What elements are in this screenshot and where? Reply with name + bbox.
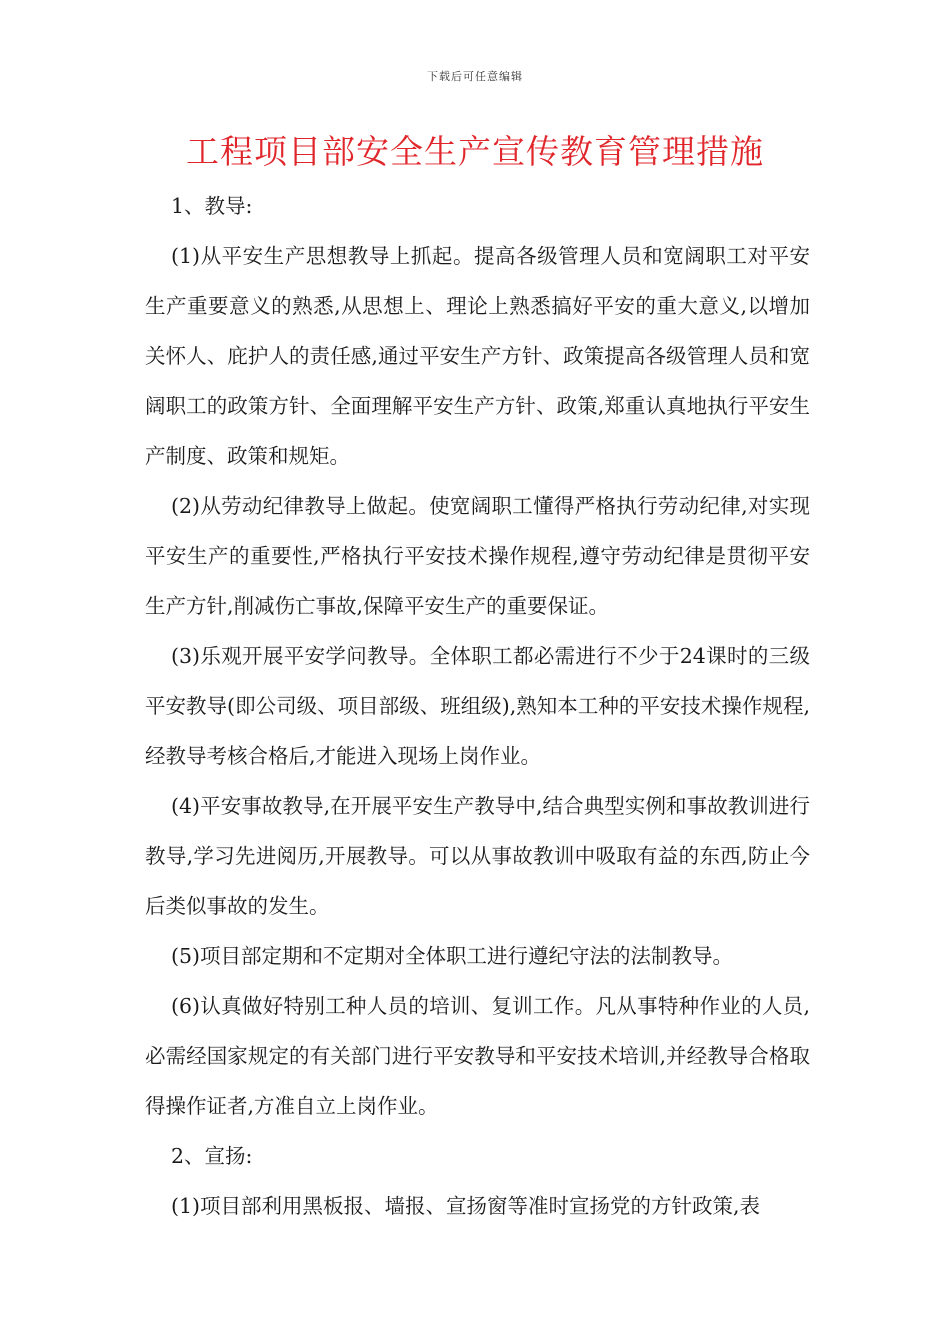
paragraph: (3)乐观开展平安学问教导。全体职工都必需进行不少于24课时的三级平安教导(即公司级、项目部级、班组级),熟知本工种的平安技术操作规程,经教导考核合格后,才能进入现场上岗作业。	[145, 644, 810, 768]
paragraph: (1)从平安生产思想教导上抓起。提高各级管理人员和宽阔职工对平安生产重要意义的熟悉,从思想上、理论上熟悉搞好平安的重大意义,以增加关怀人、庇护人的责任感,通过平安生产方针、政策提高各级管理人员和宽阔职工的政策方针、全面理解平安生产方针、政策,郑重认真地执行平安生产制度、政策和规矩。	[145, 244, 810, 468]
document-title: 工程项目部安全生产宣传教育管理措施	[186, 132, 764, 171]
paragraph: (6)认真做好特别工种人员的培训、复训工作。凡从事特种作业的人员,必需经国家规定的有关部门进行平安教导和平安技术培训,并经教导合格取得操作证者,方准自立上岗作业。	[145, 994, 810, 1118]
paragraph: (5)项目部定期和不定期对全体职工进行遵纪守法的法制教导。	[171, 944, 734, 968]
header-note: 下载后可任意编辑	[427, 70, 523, 83]
paragraph: (2)从劳动纪律教导上做起。使宽阔职工懂得严格执行劳动纪律,对实现平安生产的重要性,严格执行平安技术操作规程,遵守劳动纪律是贯彻平安生产方针,削减伤亡事故,保障平安生产的重要保证。	[145, 494, 810, 618]
paragraph: (4)平安事故教导,在开展平安生产教导中,结合典型实例和事故教训进行教导,学习先进阅历,开展教导。可以从事故教训中吸取有益的东西,防止今后类似事故的发生。	[145, 794, 810, 918]
paragraph: (1)项目部利用黑板报、墙报、宣扬窗等准时宣扬党的方针政策,表	[171, 1194, 761, 1218]
section-heading: 2、宣扬:	[171, 1144, 253, 1168]
section-heading: 1、教导:	[171, 194, 253, 218]
document-body	[145, 181, 810, 1231]
